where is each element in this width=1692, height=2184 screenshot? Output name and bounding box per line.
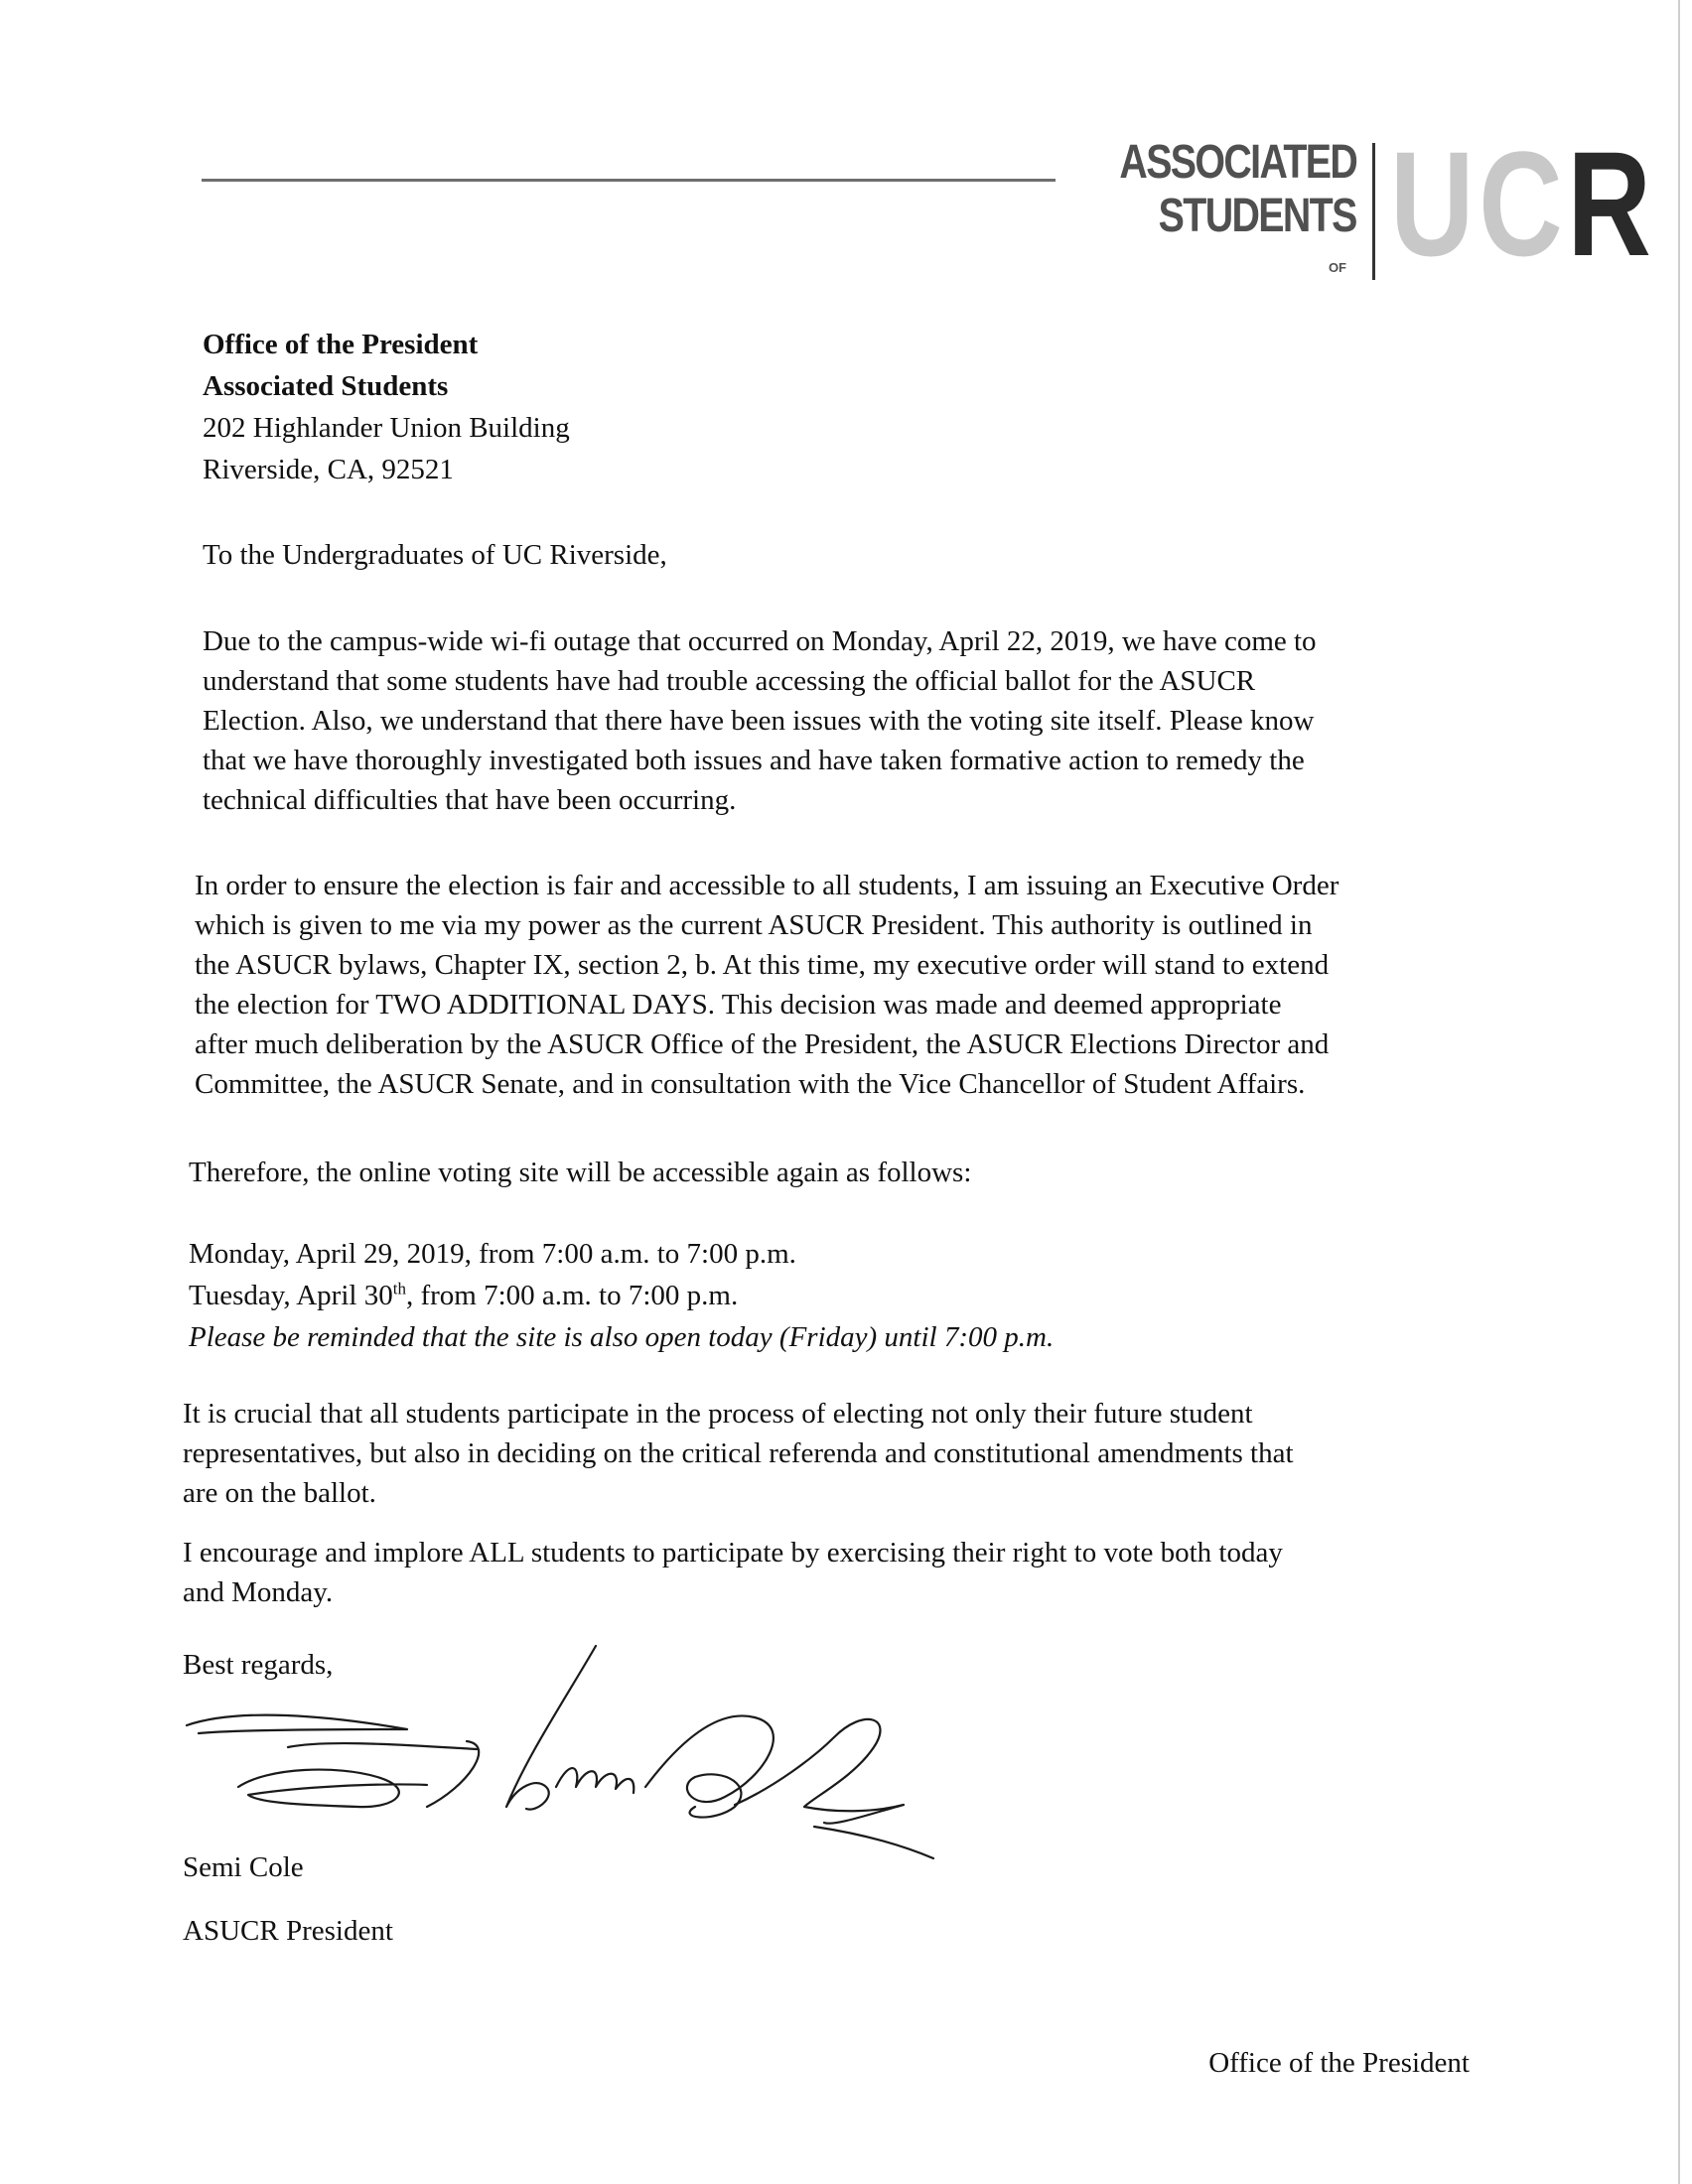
- asucr-logo: [1033, 120, 1656, 288]
- sender-org: Associated Students: [203, 370, 449, 402]
- paragraph-line: that we have thoroughly investigated both issues and have taken formative action to remedy the: [203, 745, 1305, 776]
- paragraph-line: which is given to me via my power as the current ASUCR President. This authority is outlined in: [195, 909, 1313, 941]
- paragraph-line: understand that some students have had trouble accessing the official ballot for the ASUCR: [203, 665, 1256, 697]
- schedule-reminder: Please be reminded that the site is also open today (Friday) until 7:00 p.m.: [189, 1321, 1055, 1353]
- paragraph-participation: [183, 1394, 1485, 1513]
- paragraph-line: It is crucial that all students participate in the process of electing not only their future student: [183, 1398, 1253, 1430]
- paragraph-line: Election. Also, we understand that there have been issues with the voting site itself. Please know: [203, 705, 1315, 737]
- sender-office: Office of the President: [203, 329, 479, 360]
- paragraph-line: technical difficulties that have been occurring.: [203, 784, 737, 816]
- paragraph-executive-order: [195, 866, 1489, 1104]
- paragraph-line: Committee, the ASUCR Senate, and in consultation with the Vice Chancellor of Student Affairs.: [195, 1068, 1306, 1100]
- paragraph-line: I encourage and implore ALL students to participate by exercising their right to vote both today: [183, 1537, 1283, 1569]
- schedule-tuesday: Tuesday, April 30th, from 7:00 a.m. to 7:00 p.m.: [189, 1279, 739, 1311]
- paragraph-therefore: Therefore, the online voting site will be accessible again as follows:: [189, 1157, 972, 1188]
- paragraph-line: are on the ballot.: [183, 1477, 376, 1509]
- sender-street: 202 Highlander Union Building: [203, 412, 570, 444]
- signer-name: Semi Cole: [183, 1851, 304, 1883]
- paragraph-outage: [203, 621, 1489, 820]
- logo-associated-text: ASSOCIATED: [1119, 136, 1356, 189]
- letterhead-rule: [202, 179, 1056, 182]
- paragraph-line: In order to ensure the election is fair and accessible to all students, I am issuing an Executive Order: [195, 870, 1340, 901]
- logo-divider: [1372, 143, 1375, 280]
- logo-ucr-text: [1390, 120, 1656, 287]
- signer-title: ASUCR President: [183, 1915, 393, 1947]
- paragraph-line: the election for TWO ADDITIONAL DAYS. This decision was made and deemed appropriate: [195, 989, 1282, 1021]
- salutation: To the Undergraduates of UC Riverside,: [203, 539, 667, 571]
- closing: Best regards,: [183, 1649, 334, 1681]
- paragraph-encourage: [183, 1533, 1472, 1612]
- scan-edge-line: [1678, 0, 1680, 2184]
- logo-of-text: OF: [1328, 260, 1346, 275]
- paragraph-line: the ASUCR bylaws, Chapter IX, section 2, b. At this time, my executive order will stand to extend: [195, 949, 1330, 981]
- logo-uc-letters: UC: [1390, 120, 1568, 287]
- footer-office: Office of the President: [1208, 2047, 1470, 2079]
- paragraph-line: representatives, but also in deciding on the critical referenda and constitutional amendments that: [183, 1437, 1294, 1469]
- sender-address: [203, 324, 570, 490]
- schedule-monday: Monday, April 29, 2019, from 7:00 a.m. to 7:00 p.m.: [189, 1238, 796, 1270]
- logo-students-text: STUDENTS: [1158, 190, 1356, 242]
- logo-r-letter: R: [1567, 120, 1656, 287]
- paragraph-line: Due to the campus-wide wi-fi outage that occurred on Monday, April 22, 2019, we have come to: [203, 625, 1317, 657]
- sender-city: Riverside, CA, 92521: [203, 454, 454, 485]
- paragraph-line: and Monday.: [183, 1576, 334, 1608]
- voting-schedule: [189, 1233, 1054, 1358]
- handwritten-signature: [179, 1638, 953, 1866]
- paragraph-line: after much deliberation by the ASUCR Office of the President, the ASUCR Elections Director and: [195, 1028, 1330, 1060]
